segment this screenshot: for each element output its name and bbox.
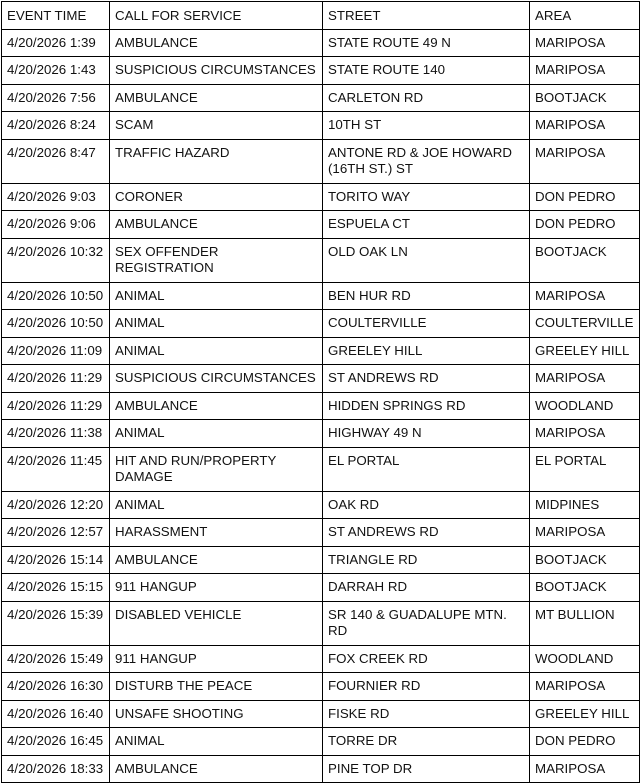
event-time-cell: 4/20/2026 15:39 (2, 601, 110, 645)
event-time-cell: 4/20/2026 18:33 (2, 755, 110, 783)
table-row (2, 365, 640, 393)
call-for-service-cell: UNSAFE SHOOTING (110, 700, 323, 728)
table-header (2, 2, 640, 30)
street-cell: TRIANGLE RD (323, 546, 530, 574)
table-row (2, 491, 640, 519)
call-for-service-cell: ANIMAL (110, 420, 323, 448)
area-cell: MARIPOSA (530, 29, 640, 57)
table-row (2, 728, 640, 756)
event-time-cell: 4/20/2026 16:45 (2, 728, 110, 756)
event-time-cell: 4/20/2026 10:50 (2, 310, 110, 338)
table-row (2, 420, 640, 448)
area-cell: BOOTJACK (530, 84, 640, 112)
table-row (2, 755, 640, 783)
area-cell: WOODLAND (530, 645, 640, 673)
event-time-cell: 4/20/2026 12:57 (2, 519, 110, 547)
street-cell: FOURNIER RD (323, 673, 530, 701)
area-cell: MARIPOSA (530, 282, 640, 310)
area-cell: MARIPOSA (530, 519, 640, 547)
street-cell: COULTERVILLE (323, 310, 530, 338)
street-cell: STATE ROUTE 140 (323, 57, 530, 85)
street-cell: CARLETON RD (323, 84, 530, 112)
call-for-service-cell: CORONER (110, 183, 323, 211)
area-cell: GREELEY HILL (530, 337, 640, 365)
table-row (2, 211, 640, 239)
call-for-service-cell: AMBULANCE (110, 84, 323, 112)
table-row (2, 700, 640, 728)
call-log-table (1, 1, 640, 783)
event-time-cell: 4/20/2026 15:49 (2, 645, 110, 673)
call-for-service-cell: AMBULANCE (110, 755, 323, 783)
event-time-cell: 4/20/2026 1:43 (2, 57, 110, 85)
area-cell: MT BULLION (530, 601, 640, 645)
street-cell: TORRE DR (323, 728, 530, 756)
call-for-service-cell: DISABLED VEHICLE (110, 601, 323, 645)
area-cell: MARIPOSA (530, 420, 640, 448)
table-row (2, 310, 640, 338)
street-cell: BEN HUR RD (323, 282, 530, 310)
area-cell: DON PEDRO (530, 728, 640, 756)
street-cell: ST ANDREWS RD (323, 519, 530, 547)
table-row (2, 84, 640, 112)
table-row (2, 183, 640, 211)
header-street: STREET (323, 2, 530, 30)
street-cell: EL PORTAL (323, 447, 530, 491)
call-for-service-cell: HARASSMENT (110, 519, 323, 547)
table-row (2, 673, 640, 701)
street-cell: DARRAH RD (323, 574, 530, 602)
street-cell: ANTONE RD & JOE HOWARD (16TH ST.) ST (323, 139, 530, 183)
call-for-service-cell: SUSPICIOUS CIRCUMSTANCES (110, 365, 323, 393)
table-body (2, 29, 640, 783)
event-time-cell: 4/20/2026 11:09 (2, 337, 110, 365)
event-time-cell: 4/20/2026 15:14 (2, 546, 110, 574)
area-cell: BOOTJACK (530, 574, 640, 602)
street-cell: HIGHWAY 49 N (323, 420, 530, 448)
event-time-cell: 4/20/2026 11:29 (2, 365, 110, 393)
table-row (2, 601, 640, 645)
call-for-service-cell: ANIMAL (110, 491, 323, 519)
table-row (2, 139, 640, 183)
table-row (2, 57, 640, 85)
call-for-service-cell: ANIMAL (110, 310, 323, 338)
street-cell: PINE TOP DR (323, 755, 530, 783)
street-cell: GREELEY HILL (323, 337, 530, 365)
event-time-cell: 4/20/2026 8:24 (2, 112, 110, 140)
call-for-service-cell: DISTURB THE PEACE (110, 673, 323, 701)
event-time-cell: 4/20/2026 16:40 (2, 700, 110, 728)
table-row (2, 392, 640, 420)
event-time-cell: 4/20/2026 9:03 (2, 183, 110, 211)
street-cell: ESPUELA CT (323, 211, 530, 239)
event-time-cell: 4/20/2026 10:32 (2, 238, 110, 282)
area-cell: MARIPOSA (530, 755, 640, 783)
area-cell: BOOTJACK (530, 238, 640, 282)
street-cell: STATE ROUTE 49 N (323, 29, 530, 57)
call-for-service-cell: AMBULANCE (110, 546, 323, 574)
table-row (2, 337, 640, 365)
call-for-service-cell: ANIMAL (110, 282, 323, 310)
event-time-cell: 4/20/2026 10:50 (2, 282, 110, 310)
area-cell: WOODLAND (530, 392, 640, 420)
call-for-service-cell: AMBULANCE (110, 211, 323, 239)
event-time-cell: 4/20/2026 8:47 (2, 139, 110, 183)
street-cell: HIDDEN SPRINGS RD (323, 392, 530, 420)
area-cell: DON PEDRO (530, 183, 640, 211)
call-for-service-cell: SCAM (110, 112, 323, 140)
area-cell: EL PORTAL (530, 447, 640, 491)
table-row (2, 574, 640, 602)
call-for-service-cell: SUSPICIOUS CIRCUMSTANCES (110, 57, 323, 85)
event-time-cell: 4/20/2026 11:45 (2, 447, 110, 491)
table-row (2, 29, 640, 57)
event-time-cell: 4/20/2026 16:30 (2, 673, 110, 701)
street-cell: OAK RD (323, 491, 530, 519)
event-time-cell: 4/20/2026 11:29 (2, 392, 110, 420)
street-cell: TORITO WAY (323, 183, 530, 211)
street-cell: FISKE RD (323, 700, 530, 728)
area-cell: GREELEY HILL (530, 700, 640, 728)
call-for-service-cell: ANIMAL (110, 337, 323, 365)
call-for-service-cell: 911 HANGUP (110, 574, 323, 602)
call-for-service-cell: SEX OFFENDER REGISTRATION (110, 238, 323, 282)
table-row (2, 282, 640, 310)
event-time-cell: 4/20/2026 12:20 (2, 491, 110, 519)
call-for-service-cell: AMBULANCE (110, 29, 323, 57)
call-for-service-cell: TRAFFIC HAZARD (110, 139, 323, 183)
event-time-cell: 4/20/2026 11:38 (2, 420, 110, 448)
event-time-cell: 4/20/2026 9:06 (2, 211, 110, 239)
call-for-service-cell: 911 HANGUP (110, 645, 323, 673)
event-time-cell: 4/20/2026 7:56 (2, 84, 110, 112)
table-row (2, 238, 640, 282)
street-cell: SR 140 & GUADALUPE MTN. RD (323, 601, 530, 645)
table-row (2, 645, 640, 673)
call-for-service-cell: HIT AND RUN/PROPERTY DAMAGE (110, 447, 323, 491)
area-cell: MARIPOSA (530, 673, 640, 701)
street-cell: ST ANDREWS RD (323, 365, 530, 393)
header-call-for-service: CALL FOR SERVICE (110, 2, 323, 30)
street-cell: OLD OAK LN (323, 238, 530, 282)
street-cell: FOX CREEK RD (323, 645, 530, 673)
table-row (2, 112, 640, 140)
call-for-service-cell: AMBULANCE (110, 392, 323, 420)
table-row (2, 447, 640, 491)
table-row (2, 519, 640, 547)
area-cell: MARIPOSA (530, 365, 640, 393)
area-cell: DON PEDRO (530, 211, 640, 239)
event-time-cell: 4/20/2026 15:15 (2, 574, 110, 602)
header-event-time: EVENT TIME (2, 2, 110, 30)
event-time-cell: 4/20/2026 1:39 (2, 29, 110, 57)
area-cell: MARIPOSA (530, 112, 640, 140)
area-cell: MARIPOSA (530, 139, 640, 183)
area-cell: MARIPOSA (530, 57, 640, 85)
street-cell: 10TH ST (323, 112, 530, 140)
area-cell: COULTERVILLE (530, 310, 640, 338)
call-for-service-cell: ANIMAL (110, 728, 323, 756)
table-row (2, 546, 640, 574)
area-cell: MIDPINES (530, 491, 640, 519)
header-area: AREA (530, 2, 640, 30)
area-cell: BOOTJACK (530, 546, 640, 574)
header-row (2, 2, 640, 30)
